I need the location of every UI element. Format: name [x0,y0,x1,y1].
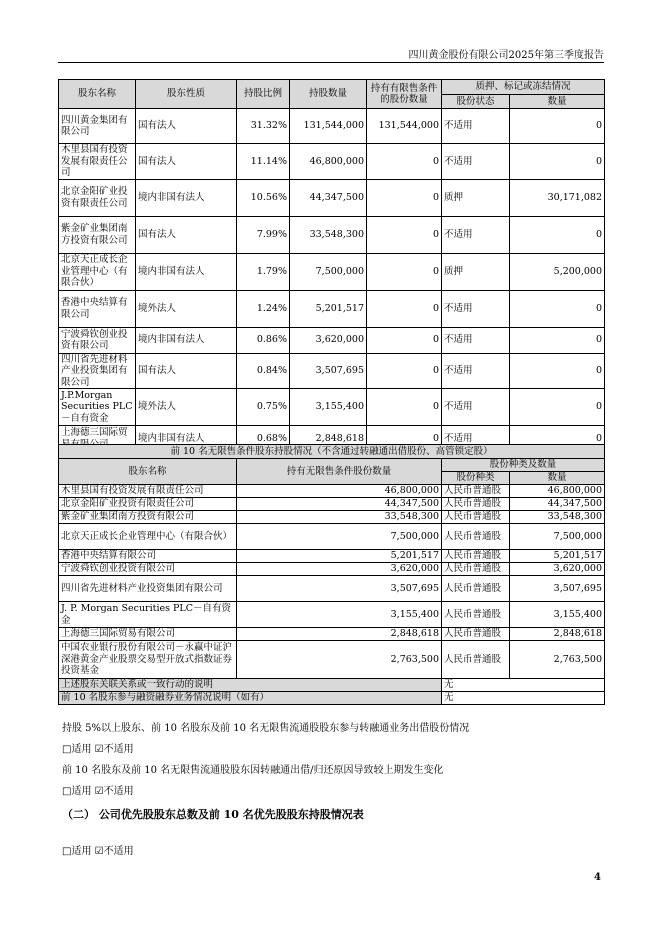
shareholder-name: 宁波舜钦创业投资有限公司 [59,563,237,576]
share-type: 人民币普通股 [442,511,510,524]
holding-ratio: 1.79% [237,253,290,290]
header-pledge-quantity: 数量 [510,95,605,109]
unrestricted-quantity: 2,848,618 [237,628,442,641]
refinancing-lending-statement: 持股 5%以上股东、前 10 名股东及前 10 名无限售流通股股东参与转融通业务出借股份情况 [62,723,470,734]
header-unrestricted-quantity: 持有无限售条件股份数量 [237,459,442,485]
holding-ratio: 7.99% [237,216,290,253]
shareholder-name: 四川省先进材料产业投资集团有限公司 [59,353,136,389]
shareholder-name: 紫金矿业集团南方投资有限公司 [59,216,136,253]
top10-rows [59,109,605,452]
table-row [59,641,605,679]
share-type-quantity: 5,201,517 [510,550,605,563]
shareholder-name: 上海德三国际贸易有限公司 [59,628,237,641]
share-type: 人民币普通股 [442,498,510,511]
shareholder-name: 四川省先进材料产业投资集团有限公司 [59,576,237,602]
share-type: 人民币普通股 [442,641,510,679]
refinancing-change-statement: 前 10 名股东及前 10 名无限售流通股股东因转融通出借/归还原因导致较上期发生变化 [62,765,444,776]
restricted-quantity: 0 [367,179,442,216]
unrestricted-rows [59,485,605,679]
shareholder-nature: 国有法人 [136,109,237,144]
holding-quantity: 5,201,517 [290,290,367,327]
pledge-quantity: 0 [510,290,605,327]
top10-shareholders-table [58,79,605,452]
shareholder-nature: 境外法人 [136,389,237,426]
share-type-quantity: 3,155,400 [510,602,605,628]
header-rule [58,62,604,63]
share-type-quantity: 7,500,000 [510,524,605,550]
shareholder-name: 四川黄金集团有限公司 [59,109,136,144]
shareholder-nature: 国有法人 [136,353,237,389]
pledge-status: 不适用 [442,144,510,180]
shareholder-nature: 国有法人 [136,144,237,180]
holding-quantity: 44,347,500 [290,179,367,216]
holding-ratio: 0.84% [237,353,290,389]
holding-quantity: 46,800,000 [290,144,367,180]
shareholder-nature: 境内非国有法人 [136,426,237,452]
table-row [59,216,605,253]
shareholder-nature: 境外法人 [136,290,237,327]
header-pledge-group: 质押、标记或冻结情况 [442,80,605,95]
header-share-type: 股份种类 [442,472,510,485]
unrestricted-quantity: 5,201,517 [237,550,442,563]
holding-ratio: 10.56% [237,179,290,216]
table-row [59,290,605,327]
restricted-quantity: 0 [367,290,442,327]
holding-quantity: 7,500,000 [290,253,367,290]
pledge-quantity: 0 [510,144,605,180]
holding-ratio: 31.32% [237,109,290,144]
pledge-status: 不适用 [442,290,510,327]
note-margin-trading-label: 前 10 名股东参与融资融券业务情况说明（如有） [59,692,442,705]
pledge-status: 不适用 [442,426,510,452]
shareholder-nature: 境内非国有法人 [136,327,237,353]
shareholder-name: 木里县国有投资发展有限责任公司 [59,144,136,180]
pledge-quantity: 0 [510,389,605,426]
restricted-quantity: 0 [367,389,442,426]
header-shareholder-nature: 股东性质 [136,80,237,109]
share-type-quantity: 33,548,300 [510,511,605,524]
table-row [59,550,605,563]
restricted-quantity: 0 [367,426,442,452]
pledge-quantity: 0 [510,327,605,353]
shareholder-name: 上海德三国际贸 [59,426,136,452]
note-related-parties-label: 上述股东关联关系或一致行动的说明 [59,679,442,692]
share-type-quantity: 2,848,618 [510,628,605,641]
table-row [59,109,605,144]
header-share-type-quantity: 数量 [510,472,605,485]
pledge-quantity: 0 [510,109,605,144]
share-type: 人民币普通股 [442,628,510,641]
shareholder-name: 北京金阳矿业投资有限责任公司 [59,179,136,216]
table-row [59,576,605,602]
shareholder-name: 香港中央结算有限公司 [59,290,136,327]
restricted-quantity: 0 [367,327,442,353]
pledge-quantity: 0 [510,426,605,452]
table-row [59,511,605,524]
header-holding-quantity: 持股数量 [290,80,367,109]
applicability-option-3: □适用 ☑不适用 [62,846,134,857]
shareholder-name: 中国农业银行股份有限公司－永赢中证沪深港黄金产业股票交易型开放式指数证券投资基金 [59,641,237,679]
table-row [59,602,605,628]
header-shareholder-name: 股东名称 [59,80,136,109]
table-row [59,353,605,389]
shareholder-name: J. P. Morgan Securities PLC－自有资金 [59,602,237,628]
holding-quantity: 3,507,695 [290,353,367,389]
restricted-quantity: 0 [367,253,442,290]
shareholder-name: 紫金矿业集团南方投资有限公司 [59,511,237,524]
share-type: 人民币普通股 [442,602,510,628]
pledge-quantity: 5,200,000 [510,253,605,290]
shareholder-name: 北京天正成长企业管理中心（有限合伙） [59,253,136,290]
pledge-status: 不适用 [442,109,510,144]
shareholder-nature: 国有法人 [136,216,237,253]
shareholder-name: 香港中央结算有限公司 [59,550,237,563]
pledge-quantity: 30,171,082 [510,179,605,216]
holding-quantity: 131,544,000 [290,109,367,144]
table-row [59,389,605,426]
share-type-quantity: 44,347,500 [510,498,605,511]
page-number: 4 [594,872,601,883]
share-type: 人民币普通股 [442,576,510,602]
unrestricted-title: 前 10 名无限售条件股东持股情况（不含通过转融通出借股份、高管锁定股） [59,445,605,459]
unrestricted-quantity: 3,155,400 [237,602,442,628]
applicability-option-1: □适用 ☑不适用 [62,744,134,755]
shareholder-nature: 境内非国有法人 [136,253,237,290]
holding-ratio: 11.14% [237,144,290,180]
table-row [59,253,605,290]
restricted-quantity: 0 [367,144,442,180]
shareholder-name: 北京金阳矿业投资有限责任公司 [59,498,237,511]
table-row [59,485,605,498]
unrestricted-quantity: 7,500,000 [237,524,442,550]
holding-quantity: 2,848,618 [290,426,367,452]
header-pledge-status: 股份状态 [442,95,510,109]
header-restricted-shares: 持有有限售条件的股份数量 [367,80,442,109]
shareholder-name: 北京天正成长企业管理中心（有限合伙） [59,524,237,550]
restricted-quantity: 0 [367,216,442,253]
holding-ratio: 0.68% [237,426,290,452]
section-title-preferred-shareholders: （二） 公司优先股股东总数及前 10 名优先股股东持股情况表 [62,808,364,821]
table-row [59,524,605,550]
pledge-quantity: 0 [510,216,605,253]
holding-quantity: 3,155,400 [290,389,367,426]
table-row [59,327,605,353]
unrestricted-quantity: 44,347,500 [237,498,442,511]
share-type: 人民币普通股 [442,563,510,576]
unrestricted-quantity: 33,548,300 [237,511,442,524]
holding-quantity: 33,548,300 [290,216,367,253]
table-row [59,179,605,216]
pledge-status: 不适用 [442,216,510,253]
share-type: 人民币普通股 [442,524,510,550]
table-row [59,563,605,576]
pledge-status: 不适用 [442,389,510,426]
applicability-option-2: □适用 ☑不适用 [62,786,134,797]
header-share-type-group: 股份种类及数量 [442,459,605,472]
pledge-status: 不适用 [442,353,510,389]
note-related-parties-value: 无 [442,679,605,692]
unrestricted-quantity: 46,800,000 [237,485,442,498]
note-margin-trading-value: 无 [442,692,605,705]
shareholder-name: 木里县国有投资发展有限责任公司 [59,485,237,498]
share-type-quantity: 46,800,000 [510,485,605,498]
report-header: 四川黄金股份有限公司2025年第三季度报告 [408,50,604,61]
table-row [59,498,605,511]
unrestricted-shareholders-table [58,444,605,705]
unrestricted-quantity: 2,763,500 [237,641,442,679]
restricted-quantity: 131,544,000 [367,109,442,144]
shareholder-nature: 境内非国有法人 [136,179,237,216]
unrestricted-quantity: 3,620,000 [237,563,442,576]
shareholder-name: 宁波舜钦创业投资有限公司 [59,327,136,353]
pledge-status: 不适用 [442,327,510,353]
share-type: 人民币普通股 [442,485,510,498]
header-unrestricted-name: 股东名称 [59,459,237,485]
share-type: 人民币普通股 [442,550,510,563]
pledge-status: 质押 [442,253,510,290]
holding-ratio: 0.86% [237,327,290,353]
holding-ratio: 1.24% [237,290,290,327]
shareholder-name: J.P.Morgan Securities PLC－自有资金 [59,389,136,426]
unrestricted-quantity: 3,507,695 [237,576,442,602]
share-type-quantity: 2,763,500 [510,641,605,679]
holding-quantity: 3,620,000 [290,327,367,353]
table-row [59,144,605,180]
pledge-status: 质押 [442,179,510,216]
header-holding-ratio: 持股比例 [237,80,290,109]
table-row [59,628,605,641]
holding-ratio: 0.75% [237,389,290,426]
pledge-quantity: 0 [510,353,605,389]
restricted-quantity: 0 [367,353,442,389]
share-type-quantity: 3,620,000 [510,563,605,576]
share-type-quantity: 3,507,695 [510,576,605,602]
